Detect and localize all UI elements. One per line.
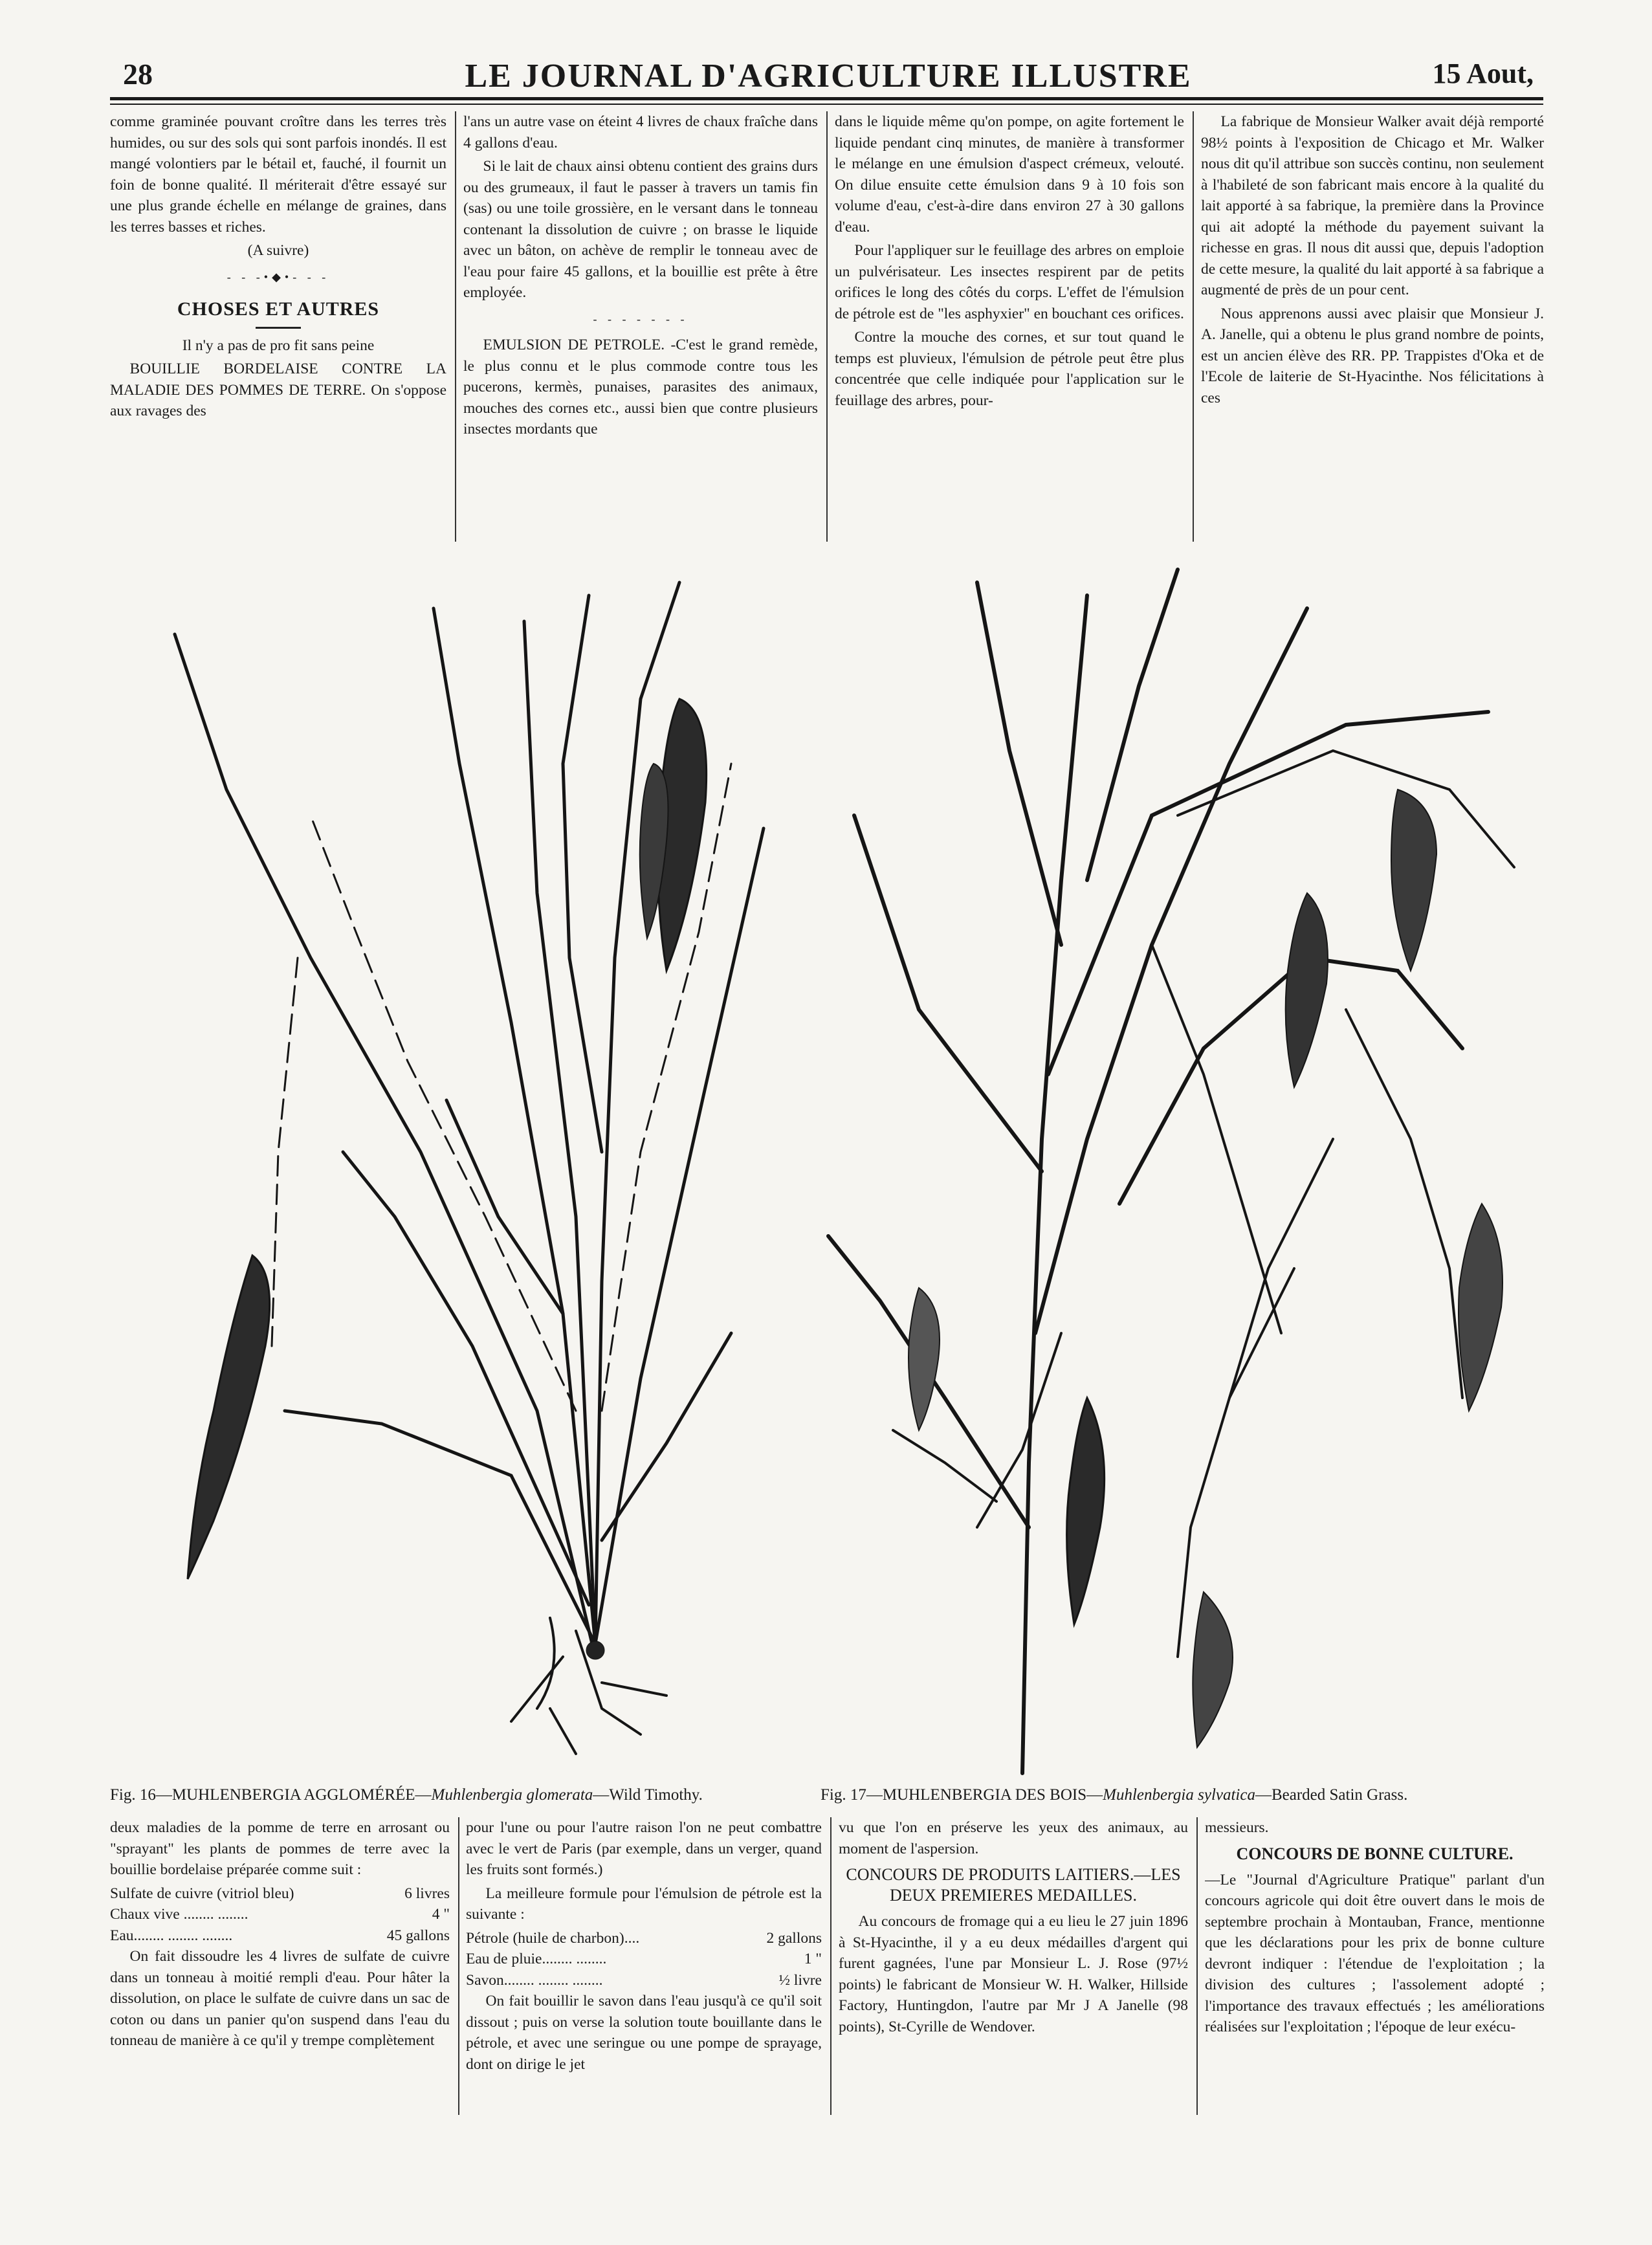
ornament-divider: - - -•◆•- - - <box>226 270 330 283</box>
bottom-column-3 <box>839 1817 1188 2115</box>
recipe-ingredient: Chaux vive ........ ........ <box>110 1906 248 1923</box>
paragraph: messieurs. <box>1205 1819 1269 1836</box>
caption-text: Fig. 16—MUHLENBERGIA AGGLOMÉRÉE— <box>110 1786 432 1804</box>
section-heading: CHOSES ET AUTRES <box>177 298 380 320</box>
recipe-ingredient: Eau de pluie........ ........ <box>466 1951 607 1967</box>
caption-latin-name: Muhlenbergia glomerata <box>431 1786 593 1804</box>
paragraph: pour l'une ou pour l'autre raison l'on ne peut combattre avec le vert de Paris (par exemple, dans un verger, quand les fruits sont formés.) <box>466 1819 822 1878</box>
paragraph: Au concours de fromage qui a eu lieu le 27 juin 1896 à St-Hyacinthe, il y a eu deux médailles d'argent qui furent gagnées, l'une par Monsieur L. J. Rose (97½ points) le fabricant de Monsieur W. H. Walker, Hillside Factory, Huntingdon, l'autre par Mr J A Janelle (98 points), St-Cyrille de Wendover. <box>839 1913 1188 2035</box>
paragraph: BOUILLIE BORDELAISE CONTRE LA MALADIE DES POMMES DE TERRE. On s'oppose aux ravages des <box>110 360 446 419</box>
to-be-continued: (A suivre) <box>247 242 309 259</box>
page-header <box>110 57 1547 102</box>
recipe-line <box>466 1970 822 1991</box>
paragraph: l'ans un autre vase on éteint 4 livres de chaux fraîche dans 4 gallons d'eau. <box>463 113 818 151</box>
short-rule <box>256 327 301 329</box>
recipe-ingredient: Eau........ ........ ........ <box>110 1927 233 1944</box>
paragraph: dans le liquide même qu'on pompe, on agite fortement le liquide pendant cinq minutes, de manière à transformer le mélange en une émulsion d'aspect crémeux, velouté. On dilue ensuite cette émulsion dans 9 à 10 fois son volume d'eau, c'est-à-dire dans environ 27 à 30 gallons d'eau. <box>835 113 1184 236</box>
paragraph: —Le "Journal d'Agriculture Pratique" parlant d'un concours agricole qui doit être ouvert dans le mois de septembre prochain à Montauban, France, mentionne que les déclarations pour les prix de bonne culture devront indiquer : l'étendue de l'exploitation ; la division des cultures ; l'assolement adopté ; l'importance des travaux effectués ; les améliorations réalisées sur l'exploitation ; l'époque de leur exécu- <box>1205 1871 1545 2035</box>
paragraph: On fait bouillir le savon dans l'eau jusqu'à ce qu'il soit dissout ; puis on verse la solution toute bouillante dans le pétrole, et avec une seringue ou une pompe de sprayage, dont on dirige le jet <box>466 1993 822 2073</box>
recipe-ingredient: Savon........ ........ ........ <box>466 1971 603 1989</box>
paragraph: Nous apprenons aussi avec plaisir que Monsieur J. A. Janelle, qui a obtenu le plus grand nombre de points, est un ancien élève des RR. PP. Trappistes d'Oka et de l'Ecole de laiterie de St-Hyacinthe. Nos félicitations à ces <box>1201 305 1544 406</box>
recipe-quantity: 6 livres <box>404 1885 450 1902</box>
section-heading: CONCOURS DE PRODUITS LAITIERS.—LES DEUX PREMIERES MEDAILLES. <box>846 1865 1181 1905</box>
column-divider <box>458 1817 459 2115</box>
paragraph: vu que l'on en préserve les yeux des animaux, au moment de l'aspersion. <box>839 1819 1188 1857</box>
header-rule-thick <box>110 97 1543 100</box>
top-column-3 <box>835 111 1184 544</box>
column-divider <box>1196 1817 1198 2115</box>
recipe-quantity: 45 gallons <box>386 1927 450 1944</box>
paragraph: EMULSION DE PETROLE. -C'est le grand remède, le plus connu et le plus commode contre tous les pucerons, kermès, punaises, parasites des animaux, mouches des cornes etc., aussi bien que contre plusieurs insectes mordants que <box>463 337 818 437</box>
caption-text: Fig. 17—MUHLENBERGIA DES BOIS— <box>820 1786 1103 1804</box>
recipe-quantity: 4 " <box>432 1906 450 1923</box>
issue-date: 15 Aout, <box>1432 58 1534 89</box>
paragraph: Contre la mouche des cornes, et sur tout quand le temps est pluvieux, l'émulsion de pétrole peut être plus concentrée que celle indiquée pour l'application sur le feuillage des arbres, pour- <box>835 329 1184 409</box>
recipe-line <box>466 1928 822 1949</box>
ornament-divider: - - - - - - - <box>593 312 688 326</box>
fig17-grass-illustration <box>815 557 1559 1780</box>
paragraph: On fait dissoudre les 4 livres de sulfate de cuivre dans un tonneau à moitié rempli d'eau. Pour hâter la dissolution, on place le sulfate de cuivre dans un sac de coton ou dans un panier qu'on suspend dans l'eau du tonneau de manière à ce qu'il y trempe complètement <box>110 1948 450 2049</box>
paragraph: Si le lait de chaux ainsi obtenu contient des grains durs ou des grumeaux, il faut le passer à travers un tamis fin (sas) ou une toile grossière, en le versant dans le tonneau contenant la dissolution de cuivre ; on brasse le liquide avec un bâton, on achève de remplir le tonneau avec de l'eau pour faire 45 gallons, et la bouillie est prête à être employée. <box>463 158 818 301</box>
header-rule-thin <box>110 104 1543 105</box>
recipe-quantity: 2 gallons <box>766 1929 822 1947</box>
recipe-quantity: 1 " <box>804 1951 822 1967</box>
bottom-column-4 <box>1205 1817 1545 2115</box>
column-divider <box>1193 111 1194 542</box>
column-divider <box>455 111 456 542</box>
recipe-line <box>110 1904 450 1925</box>
top-column-2 <box>463 111 818 544</box>
recipe-ingredient: Pétrole (huile de charbon).... <box>466 1929 640 1947</box>
paragraph: La meilleure formule pour l'émulsion de pétrole est la suivante : <box>466 1885 822 1923</box>
recipe-line <box>110 1925 450 1947</box>
proverb: Il n'y a pas de pro fit sans peine <box>182 337 375 354</box>
recipe-line <box>466 1949 822 1970</box>
caption-latin-name: Muhlenbergia sylvatica <box>1103 1786 1255 1804</box>
newspaper-title: LE JOURNAL D'AGRICULTURE ILLUSTRE <box>465 58 1192 94</box>
bottom-column-1 <box>110 1817 450 2115</box>
recipe-ingredient: Sulfate de cuivre (vitriol bleu) <box>110 1885 294 1902</box>
paragraph: Pour l'appliquer sur le feuillage des arbres on emploie un pulvérisateur. Les insectes respirent par de petits orifices le long des côtés du corps. L'effet de l'émulsion de pétrole est de "les asphyxier" en bouchant ces orifices. <box>835 242 1184 322</box>
bottom-column-2 <box>466 1817 822 2115</box>
paragraph: comme graminée pouvant croître dans les terres très humides, ou sur des sols qui sont parfois inondés. Il est mangé volontiers par le bétail et, fauché, il fournit un foin de bonne qualité. Il mériterait d'être essayé sur une plus grande échelle en mélange de graines, dans les terres basses et riches. <box>110 113 446 236</box>
caption-common-name: —Bearded Satin Grass. <box>1255 1786 1408 1804</box>
column-divider <box>826 111 828 542</box>
top-column-1 <box>110 111 446 544</box>
recipe-line <box>110 1883 450 1905</box>
top-column-4 <box>1201 111 1544 544</box>
section-heading: CONCOURS DE BONNE CULTURE. <box>1236 1844 1514 1863</box>
fig16-grass-illustration <box>149 570 796 1773</box>
column-divider <box>830 1817 832 2115</box>
fig17-caption <box>820 1786 1407 1804</box>
caption-common-name: —Wild Timothy. <box>593 1786 703 1804</box>
fig16-caption <box>110 1786 703 1804</box>
paragraph: deux maladies de la pomme de terre en arrosant ou "sprayant" les plants de pommes de terre avec la bouillie bordelaise préparée comme suit : <box>110 1819 450 1878</box>
page-number: 28 <box>123 58 153 91</box>
recipe-quantity: ½ livre <box>778 1971 822 1989</box>
paragraph: La fabrique de Monsieur Walker avait déjà remporté 98½ points à l'exposition de Chicago et Mr. Walker nous dit qu'il attribue son succès continu, non seulement à l'habileté de son fabricant mais encore à la qualité du lait apporté à sa fabrique, la première dans la Province qui ait adopté la méthode du payement suivant la richesse en gras. Il nous dit aussi que, depuis l'adoption de cette mesure, la qualité du lait apporté à sa fabrique a augmenté de près de un pour cent. <box>1201 113 1544 298</box>
